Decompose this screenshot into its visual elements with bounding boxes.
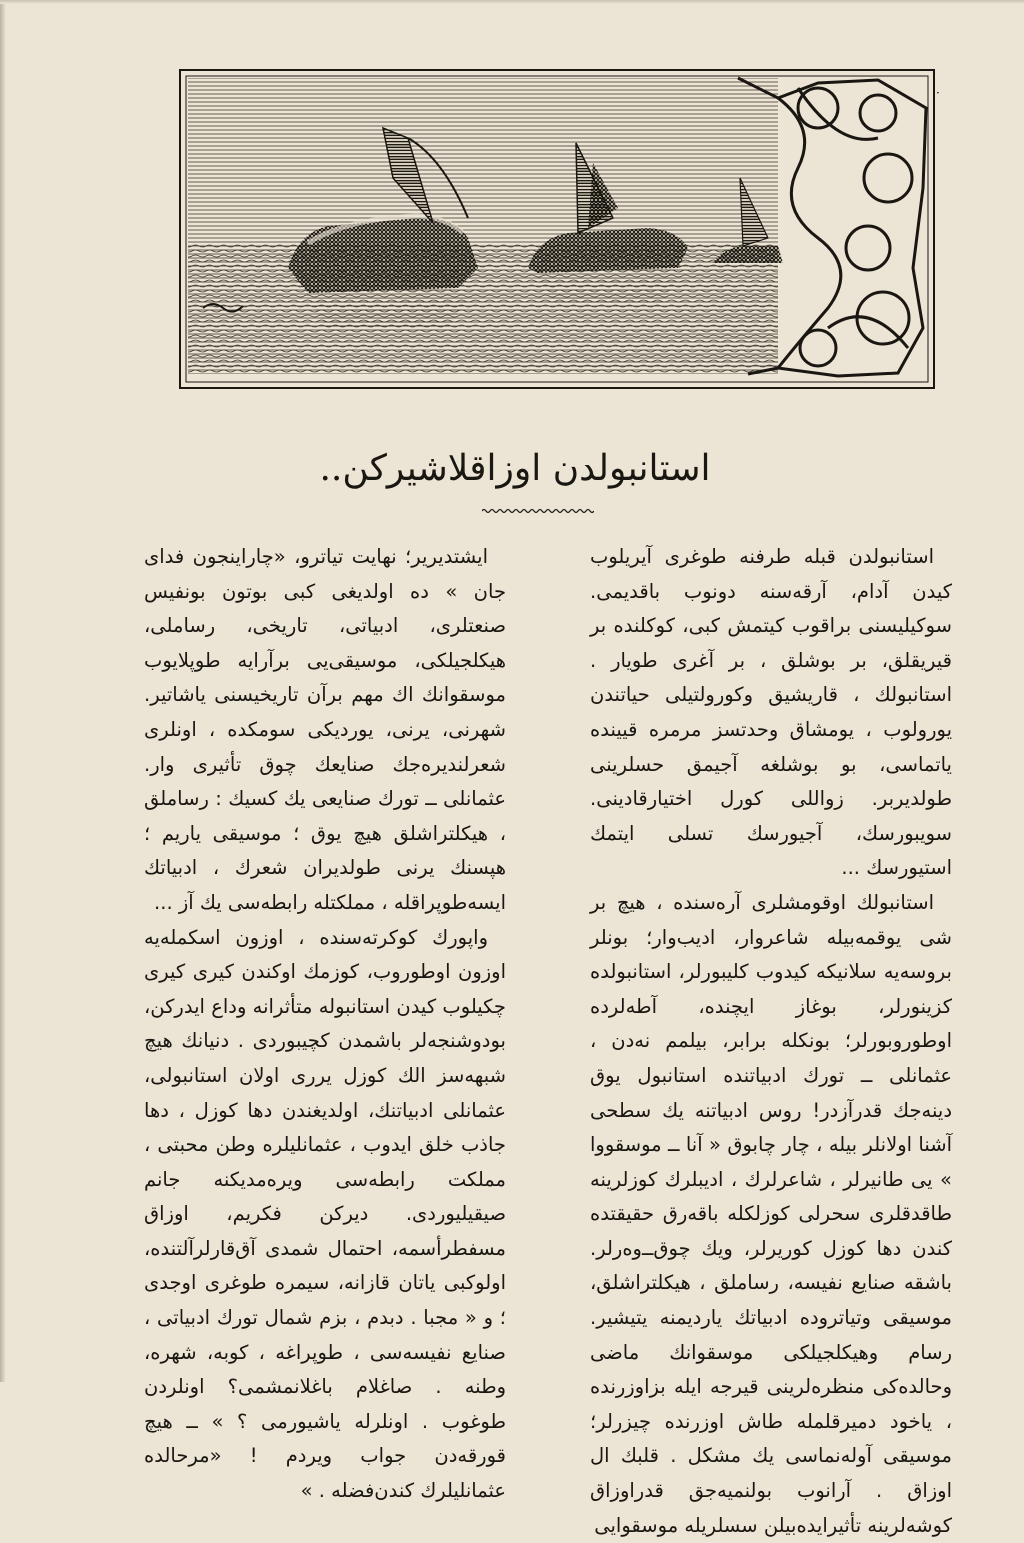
paragraph: استانبولدن قبله طرفنه طوغری آیریلوب کیدن آدام، آرقه‌سنه دونوب باقدیمی. سوکیلیسنی براقوب کیتمش کبی، کوکلنده بر قیریقلق، بر بوشلق ، بر آغری طویار . استانبولك ، قاریشیق وکورولتیلی حیاتندن یورولوب ، یومشاق وحدتسز مرمره قیینده یاتماسی، بو بوشلغه آجیمق حسلرینی طولدیربر. زواللی کورل اختیارقادینی. سویبورسك، آجیورسك تسلی ایتمك استیورسك ... [590, 545, 952, 880]
corner-mark: · [936, 86, 940, 100]
paragraph: استانبولك اوقومشلری آره‌سنده ، هیچ بر شی یوقمه‌بیله شاعروار، ادیب‌وار؛ بونلر بروسه‌یه سلانیکه کیدوب کلیبورلر، استانبولده کزینورلر، بوغاز ایچنده، آطه‌لرده اوطوروبورلر؛ بونکله برابر، بیلمم نه‌دن ، عثمانلی ــ تورك ادبیاتنده استانبول یوق دینه‌جك قدرآزدر! روس ادبیاتنه یك سطحی آشنا اولانلر بیله ، چار چابوق « آنا ــ موسقووا » یی طانیرلر ، شاعرلرك ، ادیبلرك کوزلرینه طاقدقلری سحرلی کوزلکله باقه‌رق حقیقتده کندن دها کوزل کوریرلر، ویك چوق‌ــ‌وه‌رلر. باشقه صنایع نفیسه، رساملق ، هیکلتراشلق، موسیقی وتیاتروده ادبیاتك یاردیمنه یتیشیر. رسام وهیکلجیلکی موسقوانك ماضی وحالده‌کی منظره‌لرینی قیرجه ایله بزاوزرنده ، یاخود دمیرقلمله طاش اوزرنده چیزرلر؛ موسیقی آوله‌نماسی یك مشکل . قلبك ال اوزاق . آرانوب بولنمیه‌جق قدراوزاق کوشه‌لرینه تأثیرایده‌بیلن سسلریله موسقوایی [590, 890, 952, 1537]
title-divider [482, 508, 594, 514]
page-edge [0, 0, 6, 1382]
paragraph: ایشتدیریر؛ نهایت تیاترو، «چاراینجون فدای جان » ده اولدیغی کبی بوتون بونفیس صنعتلری، ادبیاتی، تاریخی، رساملی، هیکلجیلکی، موسیقی‌یی برآرایه طوپلایوب موسقوانك اك مهم برآن تاریخیسنی یاشاتیر. شهرنی، یرنی، یوردیکی سومکده ، اونلری شعرلندیره‌جك صنایعك چوق تأثیری وار. عثمانلی ــ تورك صنایعی یك کسیك : رساملق ، هیکلتراشلق هیچ یوق ؛ موسیقی یاریم ؛ هپسنك یرنی طولدیران شعرك ، ادبیاتك ایسه‌طوپراقله ، مملکتله رابطه‌سی یك آز ... [144, 545, 506, 914]
article-column-left [144, 540, 506, 1503]
harbor-sailboats-illustration [178, 68, 936, 390]
article-title: استانبولدن اوزاقلاشیرکن.. [319, 448, 711, 489]
paragraph: واپورك کوکرته‌سنده ، اوزون اسکمله‌یه اوزون اوطوروب، کوزمك اوکندن کیری کیری چکیلوب کیدن استانبوله متأثرانه وداع ایدرکن، بودوشنجه‌لر باشمدن کچیبوردی . دنیانك هیچ شبهه‌سز الك کوزل یرری اولان استانبولی، عثمانلی ادبیاتنك، اولدیغندن دها کوزل ، دها جاذب خلق ایدوب ، عثمانلیلره وطن محبتی ، مملکت رابطه‌سی ویره‌مدیکنه جانم صیقیلیوردی. دیرکن فکریم، اوزاق مسفطرأسمه، احتمال شمدی آق‌قارلرآلتنده، اولوکبی یاتان قازانه، سیمره طوغری اوجدی ؛ و « مجبا . دبدم ، بزم شمال تورك ادبیاتی ، صنایع نفیسه‌سی ، طوپراغه ، کوبه، شهره، وطنه . صاغلام باغلانمشمی؟ اونلردن طوغوب . اونلرله یاشیورمی ؟ » ــ هیچ قورقه‌دن جواب ویردم ! «مرحالده عثمانلیلرك کندن‌فضله . » [144, 925, 506, 1503]
page-edge-top [0, 0, 1024, 4]
article-column-right [590, 540, 952, 1537]
